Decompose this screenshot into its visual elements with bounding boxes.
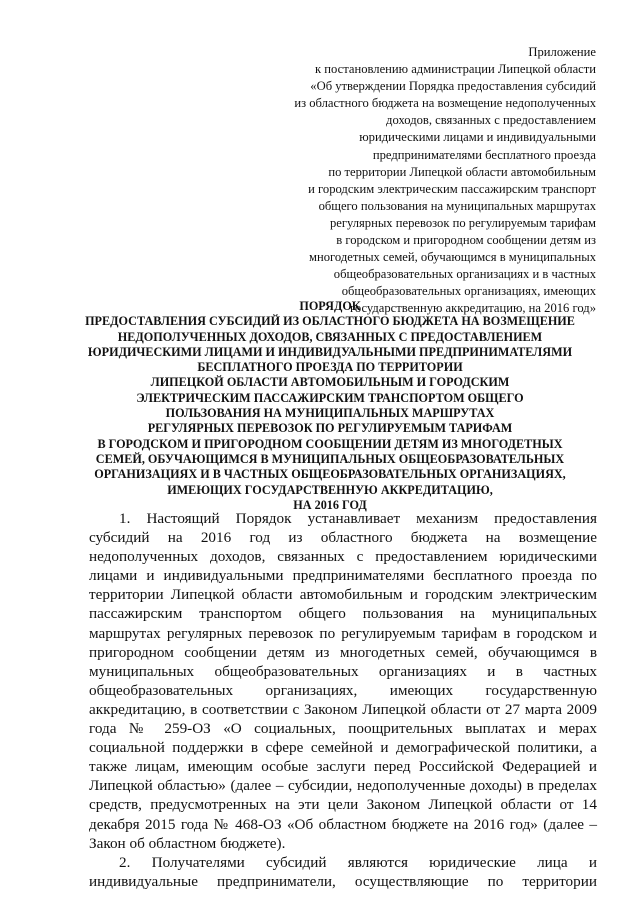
paragraph-1-line: года № 259-ОЗ «О социальных, поощрительных выплатах и мерах [89, 720, 597, 738]
paragraph-2-line: индивидуальные предприниматели, осуществляющие по территории [89, 872, 597, 890]
appendix-line: по территории Липецкой области автомобильным [328, 164, 596, 179]
appendix-line: государственную аккредитацию, на 2016 год» [349, 301, 596, 316]
title-line: НА 2016 ГОД [293, 497, 367, 512]
body-text [89, 509, 597, 891]
paragraph-1-line: пассажирским транспортом общего пользования на муниципальных [89, 605, 597, 623]
paragraph-1-line: средств, предусмотренных на эти цели Законом Липецкой области от 14 [89, 796, 597, 814]
title-line: СЕМЕЙ, ОБУЧАЮЩИМСЯ В МУНИЦИПАЛЬНЫХ ОБЩЕОБРАЗОВАТЕЛЬНЫХ [95, 451, 565, 466]
title-line: ПОЛЬЗОВАНИЯ НА МУНИЦИПАЛЬНЫХ МАРШРУТАХ [165, 406, 495, 421]
appendix-line: общеобразовательных организациях, имеющих [341, 284, 596, 299]
appendix-line: в городском и пригородном сообщении детям из [336, 233, 596, 248]
paragraph-1-line: муниципальных общеобразовательных организациях и в частных [89, 662, 597, 680]
paragraph-1-line: субсидий на 2016 год из областного бюджета на возмещение [89, 529, 597, 547]
title-line: РЕГУЛЯРНЫХ ПЕРЕВОЗОК ПО РЕГУЛИРУЕМЫМ ТАРИФАМ [147, 421, 513, 436]
title-line: В ГОРОДСКОМ И ПРИГОРОДНОМ СООБЩЕНИИ ДЕТЯМ ИЗ МНОГОДЕТНЫХ [97, 436, 563, 451]
title-line: ПОРЯДОК [299, 299, 361, 313]
paragraph-1-line: Закон об областном бюджете). [89, 834, 286, 852]
appendix-line: юридическими лицами и индивидуальными [359, 130, 596, 145]
appendix-line: к постановлению администрации Липецкой области [315, 62, 596, 77]
title-line: НЕДОПОЛУЧЕННЫХ ДОХОДОВ, СВЯЗАННЫХ С ПРЕДОСТАВЛЕНИЕМ [117, 329, 543, 344]
appendix-line: общего пользования на муниципальных маршрутах [318, 198, 596, 213]
paragraph-1-line: лицами и индивидуальными предпринимателями бесплатного проезда по [89, 567, 597, 585]
title-line: ПРЕДОСТАВЛЕНИЯ СУБСИДИЙ ИЗ ОБЛАСТНОГО БЮДЖЕТА НА ВОЗМЕЩЕНИЕ [85, 314, 575, 329]
title-line: ЭЛЕКТРИЧЕСКИМ ПАССАЖИРСКИМ ТРАНСПОРТОМ ОБЩЕГО [136, 390, 524, 405]
paragraph-2-line: 2. Получателями субсидий являются юридические лица и [119, 853, 597, 871]
paragraph-1-line: пригородном сообщении детям из многодетных семей, обучающимся в [89, 643, 597, 661]
title-line: ИМЕЮЩИХ ГОСУДАРСТВЕННУЮ АККРЕДИТАЦИЮ, [167, 482, 493, 497]
paragraph-1-line: маршрутах регулярных перевозок по регулируемым тарифам в городском и [89, 624, 597, 642]
paragraph-1-line: территории Липецкой области автомобильным и городским электрическим [89, 586, 597, 604]
appendix-line: предпринимателями бесплатного проезда [372, 147, 596, 162]
paragraph-1-line: также лицам, имеющим особые заслуги перед Российской Федерацией и [89, 758, 597, 776]
document-title [80, 299, 580, 513]
paragraph-1-line: декабря 2015 года № 468-ОЗ «Об областном бюджете на 2016 год» (далее – [89, 815, 597, 833]
title-line: ЛИПЕЦКОЙ ОБЛАСТИ АВТОМОБИЛЬНЫМ И ГОРОДСКИМ [150, 375, 510, 390]
paragraph-1-line: 1. Настоящий Порядок устанавливает механизм предоставления [119, 510, 597, 527]
appendix-line: из областного бюджета на возмещение недополученных [294, 96, 596, 111]
paragraph-1-line: социальной поддержки в сфере семейной и демографической политики, а [89, 739, 597, 757]
title-line: БЕСПЛАТНОГО ПРОЕЗДА ПО ТЕРРИТОРИИ [197, 360, 463, 375]
appendix-line: общеобразовательных организациях и в частных [333, 267, 596, 282]
appendix-line: многодетных семей, обучающимся в муниципальных [309, 250, 596, 265]
appendix-line: доходов, связанных с предоставлением [386, 113, 596, 128]
title-line: ОРГАНИЗАЦИЯХ И В ЧАСТНЫХ ОБЩЕОБРАЗОВАТЕЛЬНЫХ ОРГАНИЗАЦИЯХ, [94, 467, 566, 482]
appendix-line: и городским электрическим пассажирским транспорт [308, 181, 596, 196]
appendix-line: регулярных перевозок по регулируемым тарифам [329, 215, 596, 230]
paragraph-1-line: Липецкой областью» (далее – субсидии, недополученные доходы) в пределах [89, 777, 597, 795]
appendix-line: «Об утверждении Порядка предоставления субсидий [310, 79, 596, 94]
paragraph-1-line: общеобразовательных организациях, имеющих государственную [89, 681, 597, 699]
title-line: ЮРИДИЧЕСКИМИ ЛИЦАМИ И ИНДИВИДУАЛЬНЫМИ ПРЕДПРИНИМАТЕЛЯМИ [87, 344, 573, 359]
paragraph-1-line: недополученных доходов, связанных с предоставлением юридическими [89, 548, 597, 566]
paragraph-1-line: аккредитацию, в соответствии с Законом Липецкой области от 27 марта 2009 [89, 700, 597, 718]
appendix-header [266, 44, 596, 318]
appendix-line: Приложение [528, 45, 596, 59]
